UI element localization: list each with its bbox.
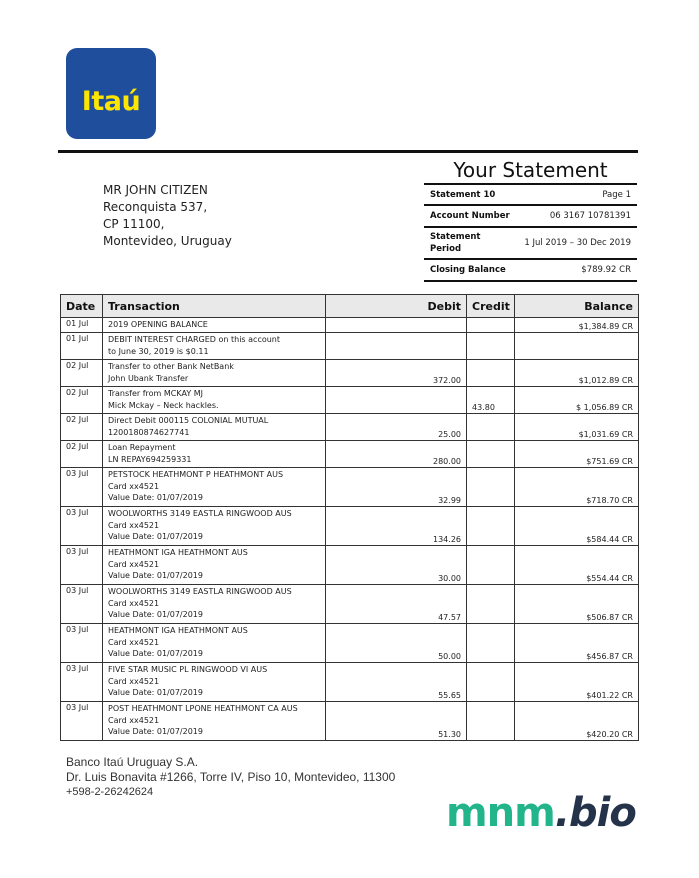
row-credit: [467, 507, 515, 546]
row-date: 01 Jul: [61, 318, 103, 333]
table-row: [61, 387, 639, 414]
description-line: Value Date: 01/07/2019: [108, 610, 203, 619]
address-line: CP 11100,: [103, 217, 165, 231]
row-credit: 43.80: [467, 387, 515, 414]
description-line: Mick Mckay – Neck hackles.: [108, 400, 219, 410]
row-debit: 280.00: [326, 441, 467, 468]
bank-address: Dr. Luis Bonavita #1266, Torre IV, Piso 10, Montevideo, 11300: [66, 770, 396, 784]
customer-name: MR JOHN CITIZEN: [103, 183, 208, 197]
statement-number-label: Statement 10: [430, 189, 496, 200]
row-balance: $506.87 CR: [515, 585, 639, 624]
row-description: [103, 441, 326, 468]
row-date: 03 Jul: [61, 546, 103, 585]
description-line: Loan Repayment: [108, 443, 176, 452]
row-date: 02 Jul: [61, 414, 103, 441]
description-line: FIVE STAR MUSIC PL RINGWOOD VI AUS: [108, 665, 268, 674]
description-line: Value Date: 01/07/2019: [108, 649, 203, 658]
table-row: [61, 318, 639, 333]
row-date: 02 Jul: [61, 441, 103, 468]
table-row: [61, 624, 639, 663]
transactions-table: [60, 294, 639, 741]
row-debit: [326, 333, 467, 360]
row-date: 01 Jul: [61, 333, 103, 360]
col-header-credit: Credit: [467, 295, 515, 318]
row-date: 02 Jul: [61, 360, 103, 387]
description-line: 1200180874627741: [108, 427, 190, 437]
table-row: [61, 507, 639, 546]
row-debit: 372.00: [326, 360, 467, 387]
page-number: Page 1: [602, 189, 631, 200]
logo-text: Itaú: [81, 86, 141, 117]
description-line: Card xx4521: [108, 481, 160, 491]
description-line: 2019 OPENING BALANCE: [108, 320, 208, 329]
row-date: 02 Jul: [61, 387, 103, 414]
table-row: [61, 585, 639, 624]
row-debit: 55.65: [326, 663, 467, 702]
row-description: [103, 663, 326, 702]
account-number-value: 06 3167 10781391: [549, 211, 631, 221]
description-line: WOOLWORTHS 3149 EASTLA RINGWOOD AUS: [108, 509, 292, 518]
statement-period-row: [424, 228, 637, 260]
description-line: POST HEATHMONT LPONE HEATHMONT CA AUS: [108, 704, 298, 713]
row-description: [103, 333, 326, 360]
col-header-debit: Debit: [326, 295, 467, 318]
header-divider: [58, 150, 638, 153]
row-debit: 25.00: [326, 414, 467, 441]
statement-period-value: 1 Jul 2019 – 30 Dec 2019: [524, 238, 631, 248]
description-line: Card xx4521: [108, 520, 160, 530]
description-line: Transfer from MCKAY MJ: [108, 389, 204, 398]
transactions-body: [61, 318, 639, 741]
row-description: [103, 546, 326, 585]
row-credit: [467, 414, 515, 441]
address-line: Montevideo, Uruguay: [103, 234, 232, 248]
description-line: Value Date: 01/07/2019: [108, 532, 203, 541]
row-balance: [515, 333, 639, 360]
row-balance: $1,384.89 CR: [515, 318, 639, 333]
row-credit: [467, 360, 515, 387]
closing-balance-value: $789.92 CR: [581, 265, 631, 275]
row-credit: [467, 663, 515, 702]
col-header-balance: Balance: [515, 295, 639, 318]
row-description: [103, 318, 326, 333]
itau-logo: [66, 48, 156, 139]
table-row: [61, 546, 639, 585]
description-line: HEATHMONT IGA HEATHMONT AUS: [108, 626, 248, 635]
row-credit: [467, 333, 515, 360]
row-balance: $751.69 CR: [515, 441, 639, 468]
row-description: [103, 507, 326, 546]
row-credit: [467, 468, 515, 507]
row-debit: [326, 318, 467, 333]
description-line: Card xx4521: [108, 559, 160, 569]
table-row: [61, 333, 639, 360]
col-header-transaction: Transaction: [103, 295, 326, 318]
description-line: PETSTOCK HEATHMONT P HEATHMONT AUS: [108, 470, 284, 479]
row-description: [103, 360, 326, 387]
description-line: Value Date: 01/07/2019: [108, 493, 203, 502]
watermark-part1: mnm: [446, 790, 555, 836]
row-balance: $718.70 CR: [515, 468, 639, 507]
description-line: Value Date: 01/07/2019: [108, 571, 203, 580]
address-line: Reconquista 537,: [103, 200, 208, 214]
row-balance: $554.44 CR: [515, 546, 639, 585]
description-line: Card xx4521: [108, 598, 160, 608]
description-line: Card xx4521: [108, 637, 160, 647]
bank-name: Banco Itaú Uruguay S.A.: [66, 755, 199, 769]
row-credit: [467, 624, 515, 663]
closing-balance-label: Closing Balance: [430, 265, 506, 275]
row-credit: [467, 441, 515, 468]
account-number-row: [424, 206, 637, 228]
watermark-logo: [446, 790, 636, 836]
row-date: 03 Jul: [61, 507, 103, 546]
row-debit: 50.00: [326, 624, 467, 663]
description-line: WOOLWORTHS 3149 EASTLA RINGWOOD AUS: [108, 587, 292, 596]
description-line: Value Date: 01/07/2019: [108, 688, 203, 697]
row-balance: $1,031.69 CR: [515, 414, 639, 441]
statement-title: Your Statement: [424, 158, 637, 185]
row-balance: $420.20 CR: [515, 702, 639, 741]
closing-balance-row: [424, 260, 637, 282]
row-description: [103, 702, 326, 741]
row-credit: [467, 585, 515, 624]
description-line: to June 30, 2019 is $0.11: [108, 346, 209, 356]
table-row: [61, 702, 639, 741]
description-line: Card xx4521: [108, 676, 160, 686]
description-line: LN REPAY694259331: [108, 454, 192, 464]
row-date: 03 Jul: [61, 624, 103, 663]
description-line: Transfer to other Bank NetBank: [108, 362, 234, 371]
statement-number-row: [424, 185, 637, 206]
row-date: 03 Jul: [61, 468, 103, 507]
table-header-row: [61, 295, 639, 318]
description-line: Value Date: 01/07/2019: [108, 727, 203, 736]
row-description: [103, 468, 326, 507]
table-row: [61, 663, 639, 702]
statement-period-label: Statement Period: [430, 232, 481, 254]
col-header-date: Date: [61, 295, 103, 318]
row-credit: [467, 318, 515, 333]
row-description: [103, 414, 326, 441]
bank-footer: [66, 755, 395, 800]
row-debit: 32.99: [326, 468, 467, 507]
row-date: 03 Jul: [61, 585, 103, 624]
description-line: Direct Debit 000115 COLONIAL MUTUAL: [108, 416, 269, 425]
row-balance: $584.44 CR: [515, 507, 639, 546]
row-balance: $ 1,056.89 CR: [515, 387, 639, 414]
row-debit: [326, 387, 467, 414]
table-row: [61, 468, 639, 507]
row-debit: 134.26: [326, 507, 467, 546]
row-date: 03 Jul: [61, 663, 103, 702]
table-row: [61, 360, 639, 387]
watermark-part2: .bio: [554, 790, 636, 836]
row-credit: [467, 702, 515, 741]
row-balance: $456.87 CR: [515, 624, 639, 663]
statement-summary: [424, 158, 637, 282]
row-description: [103, 624, 326, 663]
row-date: 03 Jul: [61, 702, 103, 741]
row-description: [103, 585, 326, 624]
row-balance: $401.22 CR: [515, 663, 639, 702]
description-line: John Ubank Transfer: [108, 373, 189, 383]
account-number-label: Account Number: [430, 211, 510, 221]
description-line: DEBIT INTEREST CHARGED on this account: [108, 335, 281, 344]
table-row: [61, 414, 639, 441]
bank-phone: +598-2-26242624: [66, 786, 154, 798]
row-debit: 47.57: [326, 585, 467, 624]
row-debit: 51.30: [326, 702, 467, 741]
customer-address-block: [103, 182, 232, 250]
description-line: Card xx4521: [108, 715, 160, 725]
description-line: HEATHMONT IGA HEATHMONT AUS: [108, 548, 248, 557]
row-description: [103, 387, 326, 414]
table-row: [61, 441, 639, 468]
row-credit: [467, 546, 515, 585]
row-debit: 30.00: [326, 546, 467, 585]
row-balance: $1,012.89 CR: [515, 360, 639, 387]
